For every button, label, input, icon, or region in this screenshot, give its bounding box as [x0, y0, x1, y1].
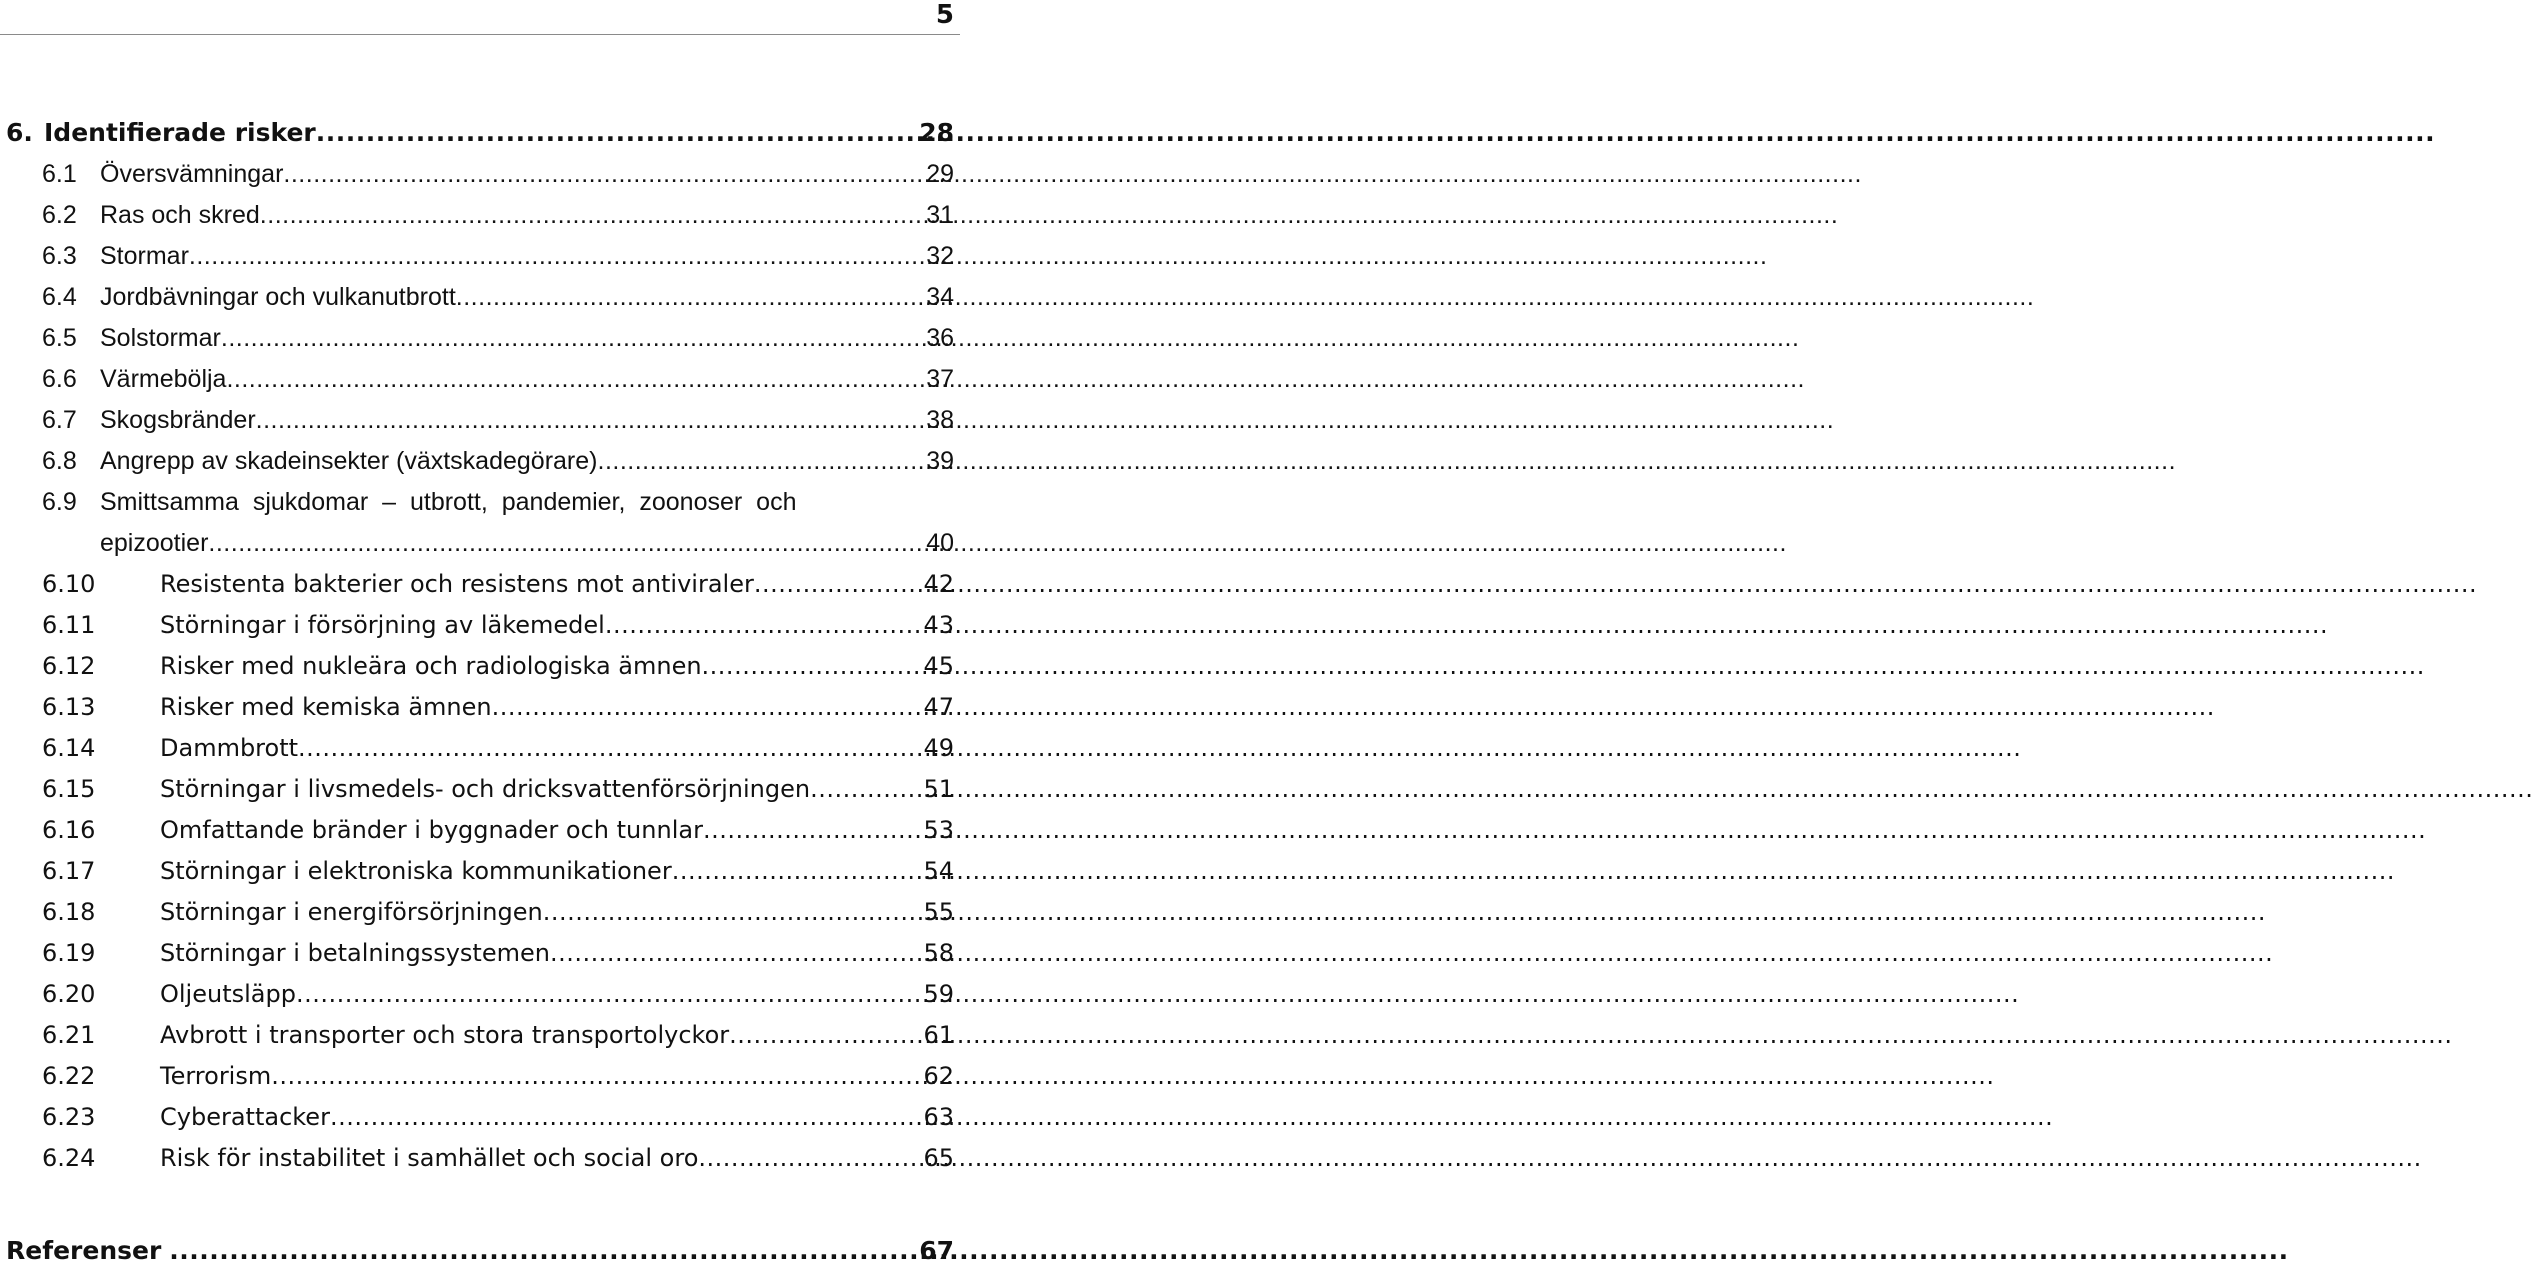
- toc-entry-6-18[interactable]: [42, 895, 954, 936]
- toc-entry-6-6[interactable]: [42, 362, 954, 403]
- toc-page-number: 65: [923, 1144, 954, 1172]
- toc-page-number: 55: [923, 898, 954, 926]
- toc-leader: [260, 198, 924, 232]
- toc-entry-title: Oljeutsläpp: [160, 980, 296, 1008]
- toc-entry-title: Avbrott i transporter och stora transportolyckor: [160, 1021, 730, 1049]
- toc-leader: [226, 362, 924, 396]
- toc-entry-6-14[interactable]: [42, 731, 954, 772]
- toc-entry-title: Cyberattacker: [160, 1103, 330, 1131]
- toc-entry-title: Ras och skred: [100, 201, 260, 229]
- toc-entry-number: 6.11: [42, 611, 96, 639]
- toc-leader: [456, 280, 924, 314]
- toc-page-number: 61: [923, 1021, 954, 1049]
- toc-entry-number: 6.7: [42, 406, 77, 434]
- toc-page-number: 32: [926, 242, 954, 270]
- toc-entry-title: Jordbävningar och vulkanutbrott: [100, 283, 456, 311]
- toc-entry-number: 6.5: [42, 324, 77, 352]
- toc-entry-number: 6.3: [42, 242, 77, 270]
- toc-entry-title: Resistenta bakterier och resistens mot antiviraler: [160, 570, 754, 598]
- toc-entry-title: Störningar i försörjning av läkemedel: [160, 611, 605, 639]
- toc-entry-6-2[interactable]: [42, 198, 954, 239]
- toc-entry-number: 6.6: [42, 365, 77, 393]
- toc-entry-title: Störningar i betalningssystemen: [160, 939, 550, 967]
- toc-leader: [296, 977, 921, 1011]
- toc-leader: [698, 1141, 921, 1175]
- toc-page-number: 53: [923, 816, 954, 844]
- toc-entry-number: 6.13: [42, 693, 96, 721]
- toc-entry-6-5[interactable]: [42, 321, 954, 362]
- toc-entry-title: Risk för instabilitet i samhället och social oro: [160, 1144, 699, 1172]
- toc-entry-number: 6.16: [42, 816, 96, 844]
- toc-page-number: 38: [926, 406, 954, 434]
- toc-entry-number: 6.9: [42, 488, 77, 516]
- header-divider: [0, 34, 960, 35]
- toc-entry-6-9-continued[interactable]: [100, 526, 954, 567]
- toc-entry-title: Solstormar: [100, 324, 221, 352]
- toc-entry-title: Terrorism: [160, 1062, 272, 1090]
- toc-leader: [208, 526, 924, 560]
- toc-entry-number: 6.18: [42, 898, 96, 926]
- toc-entry-number: 6.14: [42, 734, 96, 762]
- toc-entry-number: 6.21: [42, 1021, 96, 1049]
- toc-chapter-title: Identifierade risker: [44, 118, 316, 147]
- toc-entry-title-continued: epizootier: [100, 529, 209, 557]
- toc-references[interactable]: [6, 1234, 954, 1275]
- toc-leader: [316, 116, 917, 150]
- toc-entry-6-20[interactable]: [42, 977, 954, 1018]
- toc-entry-6-13[interactable]: [42, 690, 954, 731]
- toc-leader: [543, 895, 922, 929]
- toc-page-number: 58: [923, 939, 954, 967]
- toc-entry-number: 6.17: [42, 857, 96, 885]
- toc-page-number: 29: [926, 160, 954, 188]
- toc-page-number: 51: [923, 775, 954, 803]
- toc-page-number: 62: [923, 1062, 954, 1090]
- toc-entry-6-19[interactable]: [42, 936, 954, 977]
- toc-page-number: 39: [926, 447, 954, 475]
- toc-references-title: Referenser: [6, 1236, 162, 1265]
- toc-entry-6-9[interactable]: [42, 485, 954, 526]
- toc-entry-title: Störningar i energiförsörjningen: [160, 898, 543, 926]
- toc-entry-6-11[interactable]: [42, 608, 954, 649]
- toc-entry-6-17[interactable]: [42, 854, 954, 895]
- toc-entry-6-16[interactable]: [42, 813, 954, 854]
- toc-entry-title: Värmebölja: [100, 365, 227, 393]
- toc-entry-title: Risker med kemiska ämnen: [160, 693, 492, 721]
- toc-page-number: 67: [919, 1236, 954, 1265]
- toc-leader: [221, 321, 924, 355]
- toc-entry-6-22[interactable]: [42, 1059, 954, 1100]
- toc-page-number: 54: [923, 857, 954, 885]
- toc-entry-title: Störningar i livsmedels- och dricksvattenförsörjningen: [160, 775, 811, 803]
- toc-page-number: 42: [923, 570, 954, 598]
- toc-entry-number: 6.4: [42, 283, 77, 311]
- toc-entry-title: Stormar: [100, 242, 189, 270]
- toc-entry-title: Dammbrott: [160, 734, 299, 762]
- toc-page-number: 37: [926, 365, 954, 393]
- toc-entry-6-8[interactable]: [42, 444, 954, 485]
- toc-entry-number: 6.10: [42, 570, 96, 598]
- toc-entry-6-7[interactable]: [42, 403, 954, 444]
- toc-entry-number: 6.22: [42, 1062, 96, 1090]
- toc-leader: [703, 813, 922, 847]
- toc-leader: [189, 239, 924, 273]
- toc-entry-title: Störningar i elektroniska kommunikationer: [160, 857, 672, 885]
- toc-entry-title: Omfattande bränder i byggnader och tunnlar: [160, 816, 703, 844]
- toc-entry-6-21[interactable]: [42, 1018, 954, 1059]
- toc-entry-number: 6.1: [42, 160, 77, 188]
- toc-leader: [330, 1100, 922, 1134]
- toc-entry-title: Översvämningar: [100, 160, 284, 188]
- toc-entry-title: Risker med nukleära och radiologiska ämnen: [160, 652, 702, 680]
- toc-entry-number: 6.2: [42, 201, 77, 229]
- toc-entry-6-1[interactable]: [42, 157, 954, 198]
- toc-page-number: 31: [926, 201, 954, 229]
- toc-entry-title: Smittsamma sjukdomar – utbrott, pandemier, zoonoser och: [100, 488, 797, 516]
- toc-leader: [754, 567, 922, 601]
- toc-entry-title: Angrepp av skadeinsekter (växtskadegörare): [100, 447, 598, 475]
- toc-entry-6-24[interactable]: [42, 1141, 954, 1182]
- toc-leader: [810, 772, 921, 806]
- toc-leader: [298, 731, 921, 765]
- toc-page-number: 28: [919, 118, 954, 147]
- toc-entry-number: 6.24: [42, 1144, 96, 1172]
- toc-entry-number: 6.23: [42, 1103, 96, 1131]
- toc-leader: [283, 157, 924, 191]
- toc-entry-number: 6.15: [42, 775, 96, 803]
- toc-entry-6-10[interactable]: [42, 567, 954, 608]
- toc-entry-6-12[interactable]: [42, 649, 954, 690]
- page-number: 5: [935, 0, 954, 30]
- toc-entry-6-3[interactable]: [42, 239, 954, 280]
- toc-leader: [729, 1018, 921, 1052]
- toc-page-number: 47: [923, 693, 954, 721]
- toc-entry-6-4[interactable]: [42, 280, 954, 321]
- toc-page-number: 36: [926, 324, 954, 352]
- toc-leader: [605, 608, 922, 642]
- toc-page-number: 40: [926, 529, 954, 557]
- toc-leader: [271, 1059, 921, 1093]
- toc-page-number: 49: [923, 734, 954, 762]
- toc-entry-number: 6.20: [42, 980, 96, 1008]
- toc-entry-6-23[interactable]: [42, 1100, 954, 1141]
- toc-leader: [550, 936, 922, 970]
- toc-entry-6-15[interactable]: [42, 772, 954, 813]
- toc-chapter-number: 6.: [6, 118, 33, 147]
- toc-leader: [672, 854, 922, 888]
- toc-leader: [702, 649, 922, 683]
- toc-leader: [256, 403, 925, 437]
- toc-leader: [169, 1234, 917, 1268]
- toc-entry-number: 6.8: [42, 447, 77, 475]
- toc-chapter-6[interactable]: [6, 116, 954, 157]
- toc-leader: [598, 444, 925, 478]
- toc-page-number: 59: [923, 980, 954, 1008]
- toc-leader: [492, 690, 922, 724]
- toc-page-number: 43: [923, 611, 954, 639]
- toc-entry-title: Skogsbränder: [100, 406, 256, 434]
- toc-page-number: 63: [923, 1103, 954, 1131]
- toc-entry-number: 6.12: [42, 652, 96, 680]
- toc-page-number: 45: [923, 652, 954, 680]
- toc-page-number: 34: [926, 283, 954, 311]
- toc-entry-number: 6.19: [42, 939, 96, 967]
